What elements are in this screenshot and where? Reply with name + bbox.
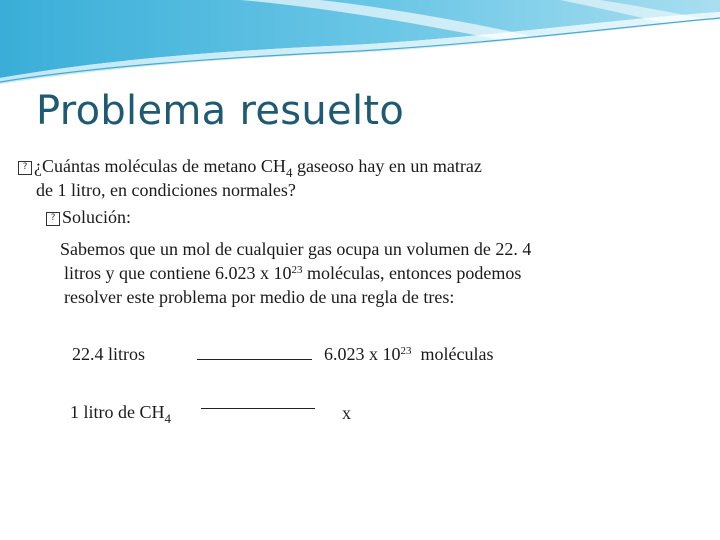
rule-row2-right: x [342,403,351,423]
header-wave-decoration [0,0,720,90]
question-text-part: gaseoso hay en un matraz [292,156,482,176]
rule-row2-left [70,402,171,427]
ch4-subscript: 4 [164,411,171,426]
rule-unit: moléculas [420,344,494,364]
exponent: 23 [400,345,412,357]
question-text-part: ¿Cuántas moléculas de metano CH [34,156,286,176]
explanation-text-part: litros y que contiene 6.023 x 10 [64,263,292,283]
rule-text-part: 1 litro de CH [70,402,165,422]
rule-row2-line [201,408,315,409]
explanation-text-part: moléculas, entonces podemos [302,263,522,283]
bullet-glyph-icon: ? [18,161,32,175]
explanation-line-2 [64,263,521,284]
slide-title: Problema resuelto [36,88,405,134]
bullet-glyph-icon: ? [46,212,60,226]
ch4-subscript: 4 [285,165,293,180]
rule-row1-left: 22.4 litros [72,344,146,364]
exponent: 23 [291,264,303,276]
question-line-2: de 1 litro, en condiciones normales? [36,180,296,200]
solution-label: Solución: [62,207,132,227]
question-line-1 [34,156,674,181]
explanation-line-3: resolver este problema por medio de una regla de tres: [64,287,455,307]
explanation-line-1: Sabemos que un mol de cualquier gas ocupa un volumen de 22. 4 [60,239,532,259]
rule-value: 6.023 x 10 [324,344,401,364]
rule-row1-line [197,359,312,360]
rule-row1-right [324,344,493,365]
